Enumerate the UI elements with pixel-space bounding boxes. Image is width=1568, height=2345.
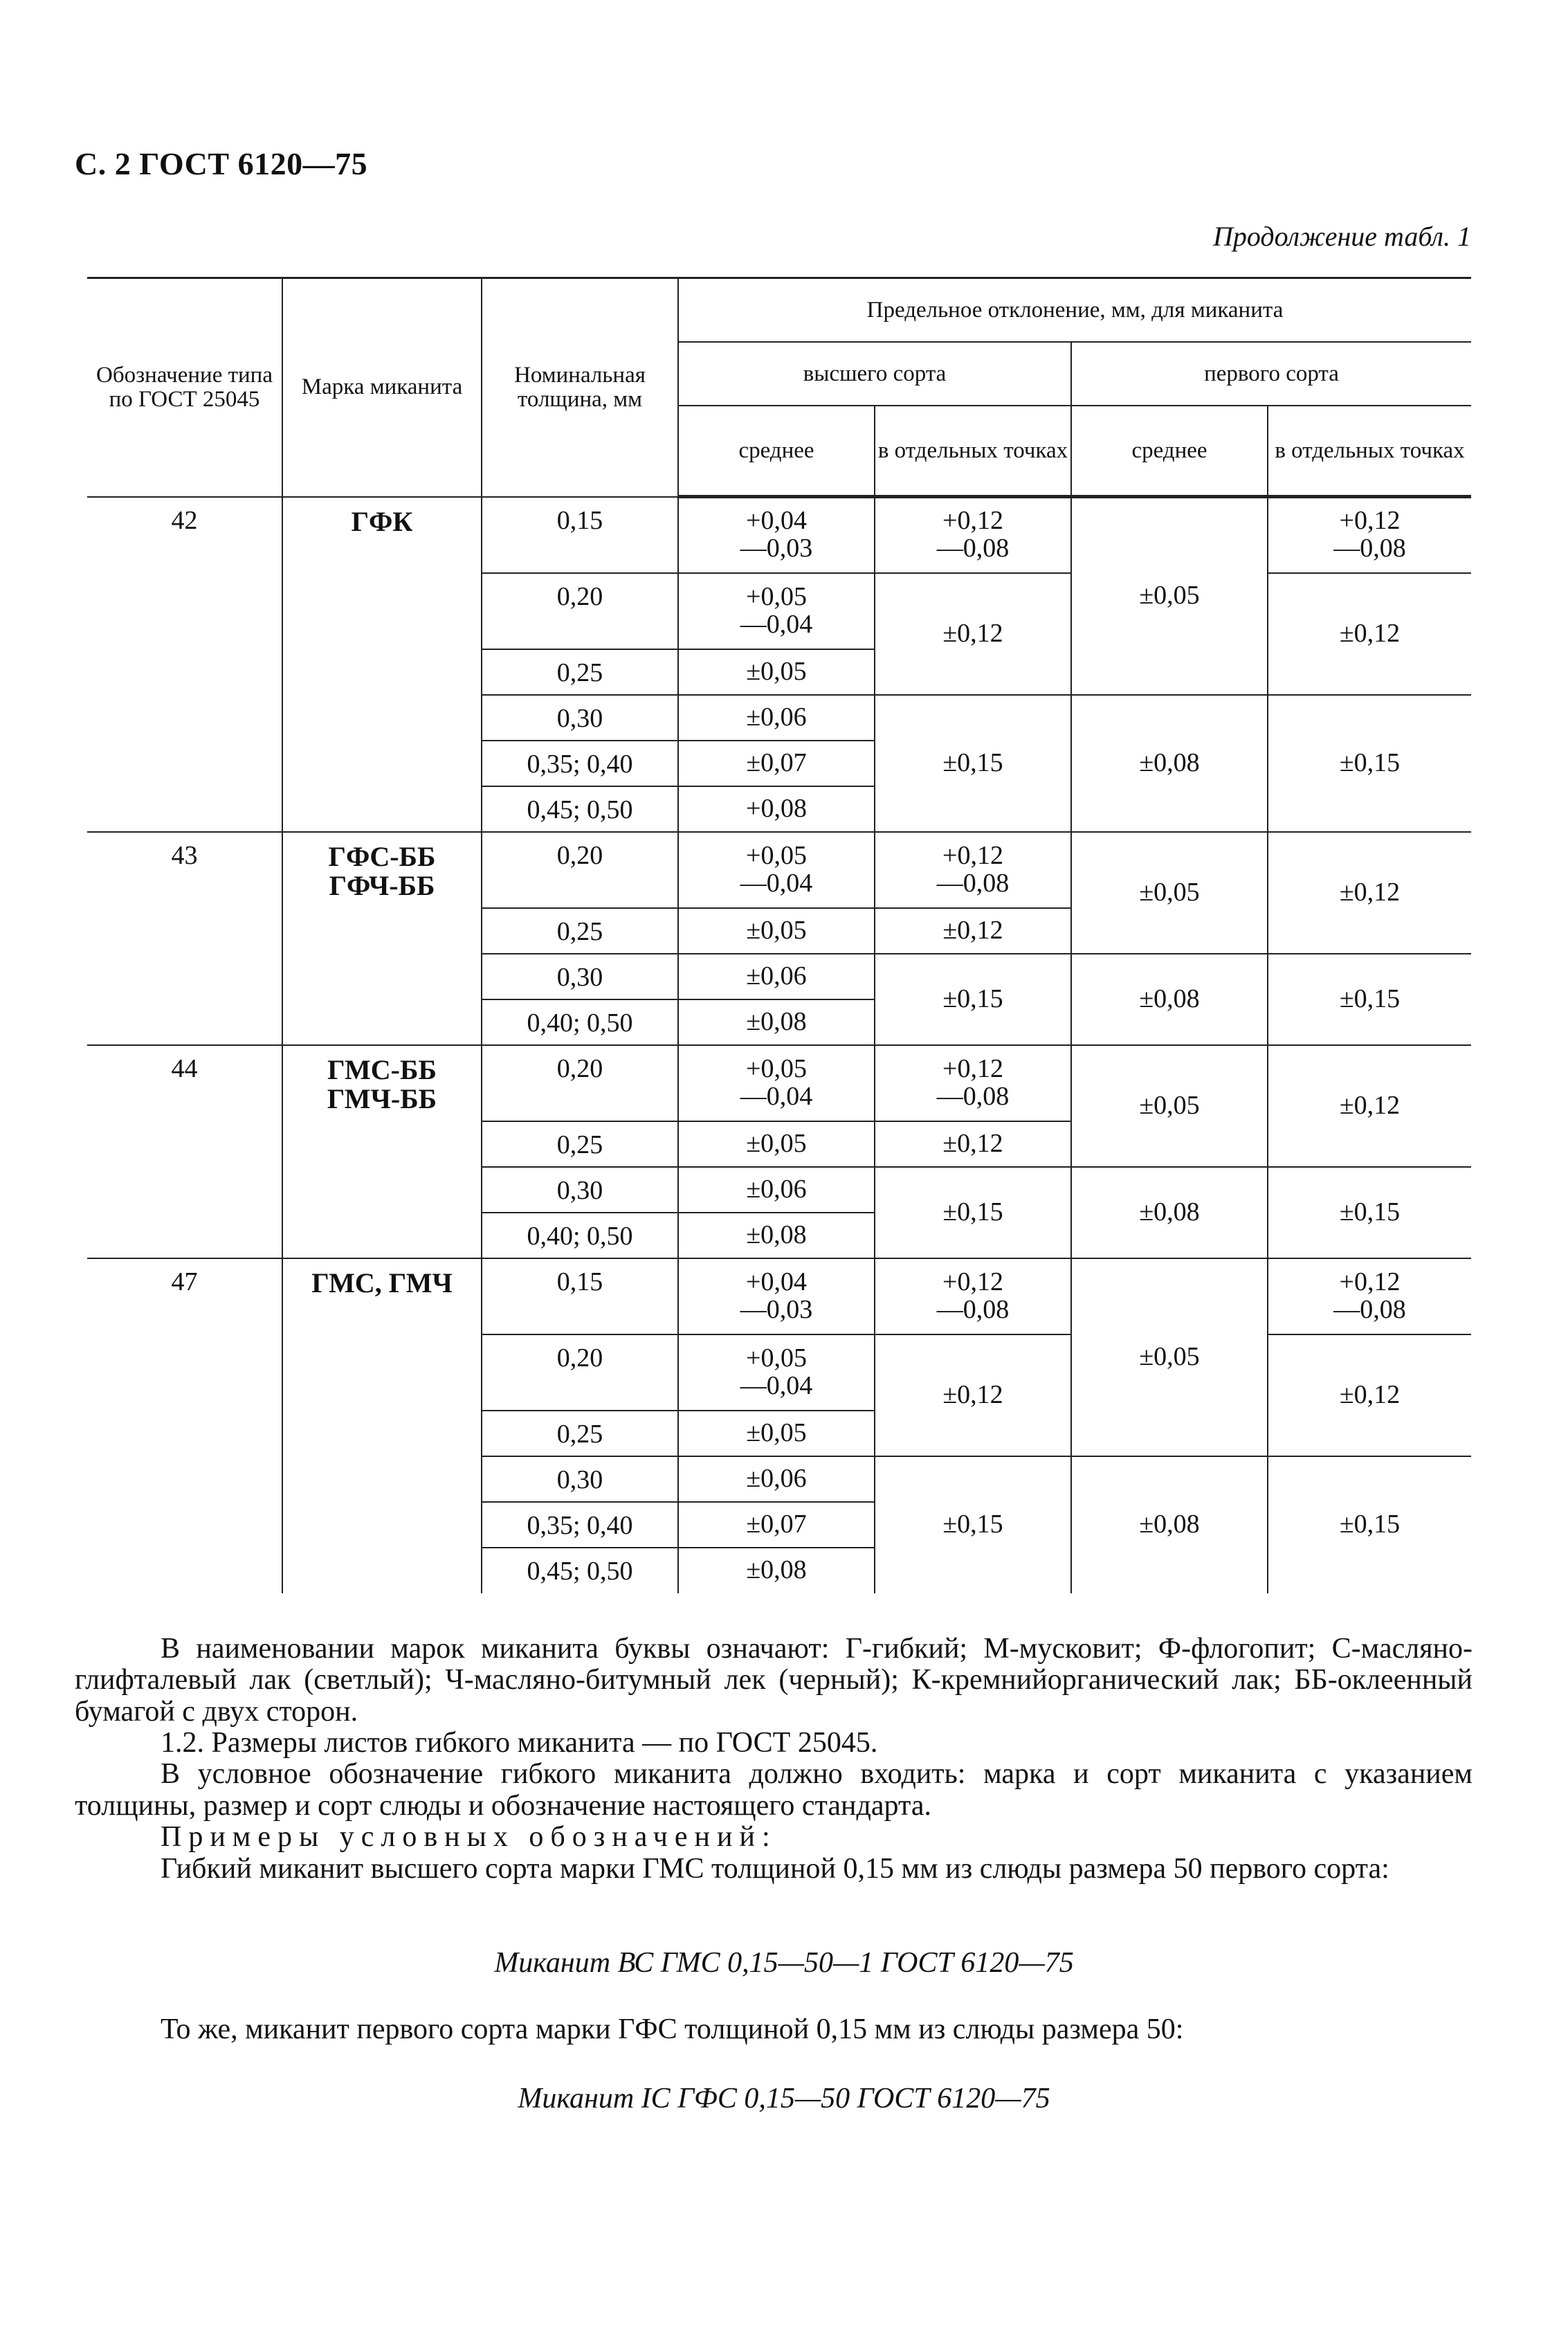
first-avg-cell: ±0,05 bbox=[1071, 832, 1268, 954]
thickness-cell: 0,15 bbox=[482, 1258, 678, 1334]
thickness-cell: 0,45; 0,50 bbox=[482, 786, 678, 832]
highest-avg-cell: ±0,05 bbox=[678, 1121, 875, 1167]
notes-sheet-size: 1.2. Размеры листов гибкого миканита — по ГОСТ 25045. bbox=[161, 1727, 878, 1759]
highest-points-cell: +0,12 —0,08 bbox=[875, 1258, 1071, 1334]
highest-points-cell: ±0,12 bbox=[875, 1334, 1071, 1456]
thickness-cell: 0,30 bbox=[482, 1167, 678, 1213]
highest-points-cell: ±0,12 bbox=[875, 573, 1071, 695]
tolerance-table bbox=[87, 277, 1471, 1593]
header-highest-avg: среднее bbox=[678, 406, 875, 497]
first-avg-cell: ±0,08 bbox=[1071, 1456, 1268, 1593]
thickness-cell: 0,30 bbox=[482, 695, 678, 741]
thickness-cell: 0,25 bbox=[482, 1411, 678, 1456]
highest-avg-cell: ±0,05 bbox=[678, 649, 875, 695]
highest-avg-cell: ±0,07 bbox=[678, 741, 875, 786]
header-highest-grade: высшего сорта bbox=[678, 342, 1071, 406]
highest-avg-cell: ±0,08 bbox=[678, 1548, 875, 1593]
notes-example-2-desc: То же, миканит первого сорта марки ГФС толщиной 0,15 мм из слюды размера 50: bbox=[161, 2013, 1184, 2045]
highest-avg-cell: ±0,06 bbox=[678, 954, 875, 999]
highest-avg-cell: +0,05 —0,04 bbox=[678, 832, 875, 908]
grade-cell: ГМС-ББ ГМЧ-ББ bbox=[282, 1045, 482, 1258]
thickness-cell: 0,20 bbox=[482, 1334, 678, 1411]
thickness-cell: 0,25 bbox=[482, 908, 678, 954]
type-cell: 43 bbox=[87, 832, 282, 1045]
thickness-cell: 0,35; 0,40 bbox=[482, 741, 678, 786]
first-points-cell: +0,12 —0,08 bbox=[1268, 1258, 1471, 1334]
highest-points-cell: ±0,15 bbox=[875, 954, 1071, 1045]
highest-points-cell: ±0,12 bbox=[875, 1121, 1071, 1167]
thickness-cell: 0,40; 0,50 bbox=[482, 999, 678, 1045]
grade-cell: ГМС, ГМЧ bbox=[282, 1258, 482, 1593]
first-points-cell: ±0,15 bbox=[1268, 1456, 1471, 1593]
first-points-cell: ±0,12 bbox=[1268, 1045, 1471, 1167]
header-highest-points: в отдельных точках bbox=[875, 406, 1071, 497]
header-deviation: Предельное отклонение, мм, для миканита bbox=[678, 278, 1471, 343]
header-grade: Марка миканита bbox=[282, 278, 482, 497]
highest-avg-cell: +0,04 —0,03 bbox=[678, 1258, 875, 1334]
highest-points-cell: +0,12 —0,08 bbox=[875, 1045, 1071, 1121]
notes-legend: В наименовании марок миканита буквы означают: Г-гибкий; М-мусковит; Ф-флогопит; С-масляно-глифталевый лак (светлый); Ч-масляно-битумный лек (черный); К-кремнийорганический лак; ББ-оклеенный бумагой с двух сторон. bbox=[75, 1633, 1473, 1728]
type-cell: 44 bbox=[87, 1045, 282, 1258]
notes-example-1-desc: Гибкий миканит высшего сорта марки ГМС толщиной 0,15 мм из слюды размера 50 первого сорта: bbox=[161, 1852, 1389, 1885]
thickness-cell: 0,25 bbox=[482, 649, 678, 695]
table-row bbox=[87, 1258, 1471, 1334]
header-first-avg: среднее bbox=[1071, 406, 1268, 497]
type-cell: 47 bbox=[87, 1258, 282, 1593]
first-avg-cell: ±0,05 bbox=[1071, 1258, 1268, 1456]
thickness-cell: 0,20 bbox=[482, 573, 678, 649]
thickness-cell: 0,20 bbox=[482, 1045, 678, 1121]
highest-avg-cell: +0,08 bbox=[678, 786, 875, 832]
first-avg-cell: ±0,05 bbox=[1071, 1045, 1268, 1167]
header-thickness: Номинальная толщина, мм bbox=[482, 278, 678, 497]
table-row bbox=[87, 832, 1471, 908]
first-points-cell: ±0,12 bbox=[1268, 1334, 1471, 1456]
notes-section-2 bbox=[75, 2014, 1473, 2045]
highest-avg-cell: ±0,07 bbox=[678, 1502, 875, 1548]
header-first-points: в отдельных точках bbox=[1268, 406, 1471, 497]
first-points-cell: ±0,15 bbox=[1268, 954, 1471, 1045]
highest-avg-cell: ±0,06 bbox=[678, 1456, 875, 1502]
type-cell: 42 bbox=[87, 497, 282, 832]
highest-avg-cell: +0,05 —0,04 bbox=[678, 1334, 875, 1411]
highest-avg-cell: +0,05 —0,04 bbox=[678, 573, 875, 649]
thickness-cell: 0,35; 0,40 bbox=[482, 1502, 678, 1548]
first-avg-cell: ±0,08 bbox=[1071, 695, 1268, 832]
example-2-designation: Миканит IС ГФС 0,15—50 ГОСТ 6120—75 bbox=[518, 2083, 1050, 2115]
header-first-grade: первого сорта bbox=[1071, 342, 1471, 406]
first-points-cell: ±0,15 bbox=[1268, 695, 1471, 832]
first-points-cell: ±0,15 bbox=[1268, 1167, 1471, 1258]
highest-points-cell: +0,12 —0,08 bbox=[875, 832, 1071, 908]
thickness-cell: 0,15 bbox=[482, 497, 678, 573]
highest-points-cell: ±0,15 bbox=[875, 1167, 1071, 1258]
highest-avg-cell: +0,04 —0,03 bbox=[678, 497, 875, 573]
highest-points-cell: ±0,15 bbox=[875, 1456, 1071, 1593]
thickness-cell: 0,30 bbox=[482, 954, 678, 999]
first-points-cell: ±0,12 bbox=[1268, 832, 1471, 954]
notes-designation: В условное обозначение гибкого миканита должно входить: марка и сорт миканита с указанием толщины, размер и сорт слюды и обозначение настоящего стандарта. bbox=[75, 1758, 1473, 1822]
thickness-cell: 0,45; 0,50 bbox=[482, 1548, 678, 1593]
highest-avg-cell: ±0,08 bbox=[678, 1213, 875, 1258]
highest-avg-cell: ±0,05 bbox=[678, 1411, 875, 1456]
notes-section bbox=[75, 1633, 1473, 1885]
highest-points-cell: +0,12 —0,08 bbox=[875, 497, 1071, 573]
table-row bbox=[87, 1045, 1471, 1121]
highest-avg-cell: +0,05 —0,04 bbox=[678, 1045, 875, 1121]
example-1-designation: Миканит ВС ГМС 0,15—50—1 ГОСТ 6120—75 bbox=[494, 1947, 1074, 1979]
highest-avg-cell: ±0,05 bbox=[678, 908, 875, 954]
thickness-cell: 0,30 bbox=[482, 1456, 678, 1502]
thickness-cell: 0,25 bbox=[482, 1121, 678, 1167]
first-points-cell: +0,12 —0,08 bbox=[1268, 497, 1471, 573]
first-avg-cell: ±0,08 bbox=[1071, 1167, 1268, 1258]
highest-points-cell: ±0,15 bbox=[875, 695, 1071, 832]
table-continuation-label: Продолжение табл. 1 bbox=[1212, 221, 1471, 252]
first-avg-cell: ±0,05 bbox=[1071, 497, 1268, 695]
grade-cell: ГФК bbox=[282, 497, 482, 832]
page-title: С. 2 ГОСТ 6120—75 bbox=[75, 146, 368, 181]
first-avg-cell: ±0,08 bbox=[1071, 954, 1268, 1045]
highest-avg-cell: ±0,06 bbox=[678, 1167, 875, 1213]
grade-cell: ГФС-ББ ГФЧ-ББ bbox=[282, 832, 482, 1045]
highest-avg-cell: ±0,08 bbox=[678, 999, 875, 1045]
table-row bbox=[87, 497, 1471, 573]
highest-points-cell: ±0,12 bbox=[875, 908, 1071, 954]
header-type: Обозначение типа по ГОСТ 25045 bbox=[87, 278, 282, 497]
first-points-cell: ±0,12 bbox=[1268, 573, 1471, 695]
thickness-cell: 0,40; 0,50 bbox=[482, 1213, 678, 1258]
thickness-cell: 0,20 bbox=[482, 832, 678, 908]
notes-examples-heading: Примеры условных обозначений: bbox=[161, 1821, 777, 1854]
highest-avg-cell: ±0,06 bbox=[678, 695, 875, 741]
